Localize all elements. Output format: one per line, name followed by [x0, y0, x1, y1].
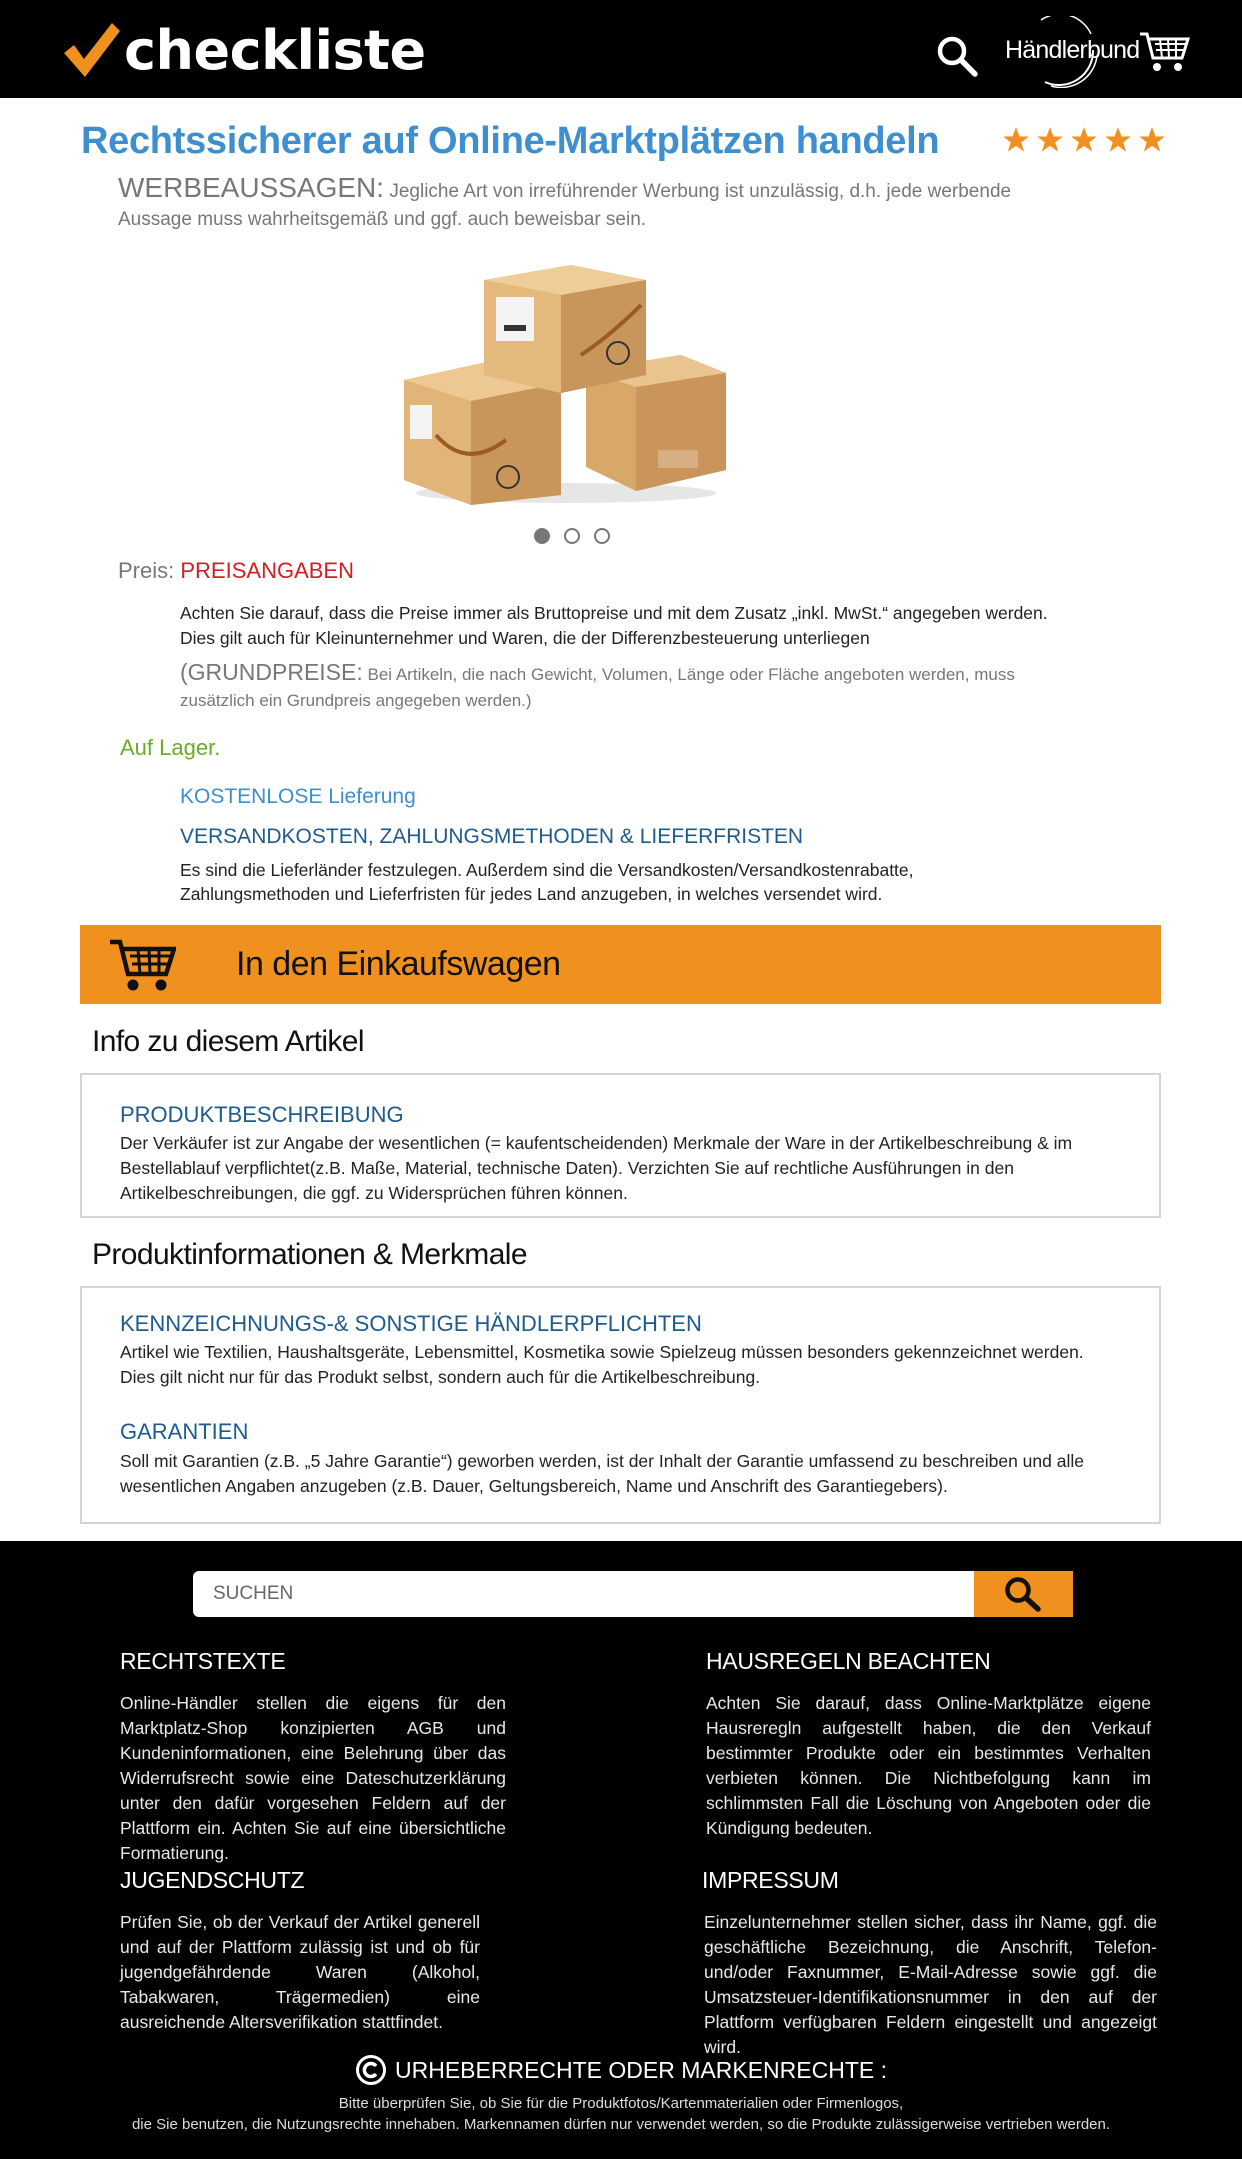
- price-line: [118, 558, 354, 584]
- jugendschutz-text: Prüfen Sie, ob der Verkauf der Artikel generell und auf der Plattform zulässig ist und ob für jugendgefährdende Waren (Alkohol, Tabakwaren, Trägermedien) eine ausreichende Altersverifikation stattfindet.: [120, 1912, 480, 2032]
- star-icon: [1104, 126, 1132, 154]
- carousel-dot[interactable]: [534, 528, 550, 544]
- star-icon: [1036, 126, 1064, 154]
- kennzeichnung-heading: KENNZEICHNUNGS-& SONSTIGE HÄNDLERPFLICHTEN: [120, 1311, 702, 1336]
- page-title: Rechtssicherer auf Online-Marktplätzen handeln: [81, 120, 940, 162]
- search-button[interactable]: [974, 1571, 1073, 1617]
- grundpreis-heading: (GRUNDPREISE:: [180, 659, 363, 685]
- info-text: Der Verkäufer ist zur Angabe der wesentlichen (= kaufentscheidenden) Merkmale der Ware in der Artikelbeschreibung & im Bestellablauf verpflichtet(z.B. Maße, Material, technische Daten). Verzichten Sie auf rechtliche Ausführungen in den Artikelbeschreibungen, die ggf. zu Widersprüchen führen können.: [120, 1133, 1073, 1203]
- grundpreis-note: [180, 659, 1030, 714]
- copyright-text: [0, 2093, 1242, 2135]
- cart-icon[interactable]: [1138, 30, 1190, 74]
- info-heading: PRODUKTBESCHREIBUNG: [120, 1102, 404, 1127]
- search-icon[interactable]: [935, 34, 979, 78]
- hausregeln-heading: HAUSREGELN BEACHTEN: [706, 1648, 991, 1674]
- werbe-note: [118, 174, 1018, 234]
- price-note-line-2: Dies gilt auch für Kleinunternehmer und Waren, die der Differenzbesteuerung unterliegen: [180, 628, 870, 648]
- star-icon: [1002, 126, 1030, 154]
- info-title: Info zu diesem Artikel: [92, 1025, 364, 1058]
- copyright-line-2: die Sie benutzen, die Nutzungsrechte innehaben. Markennamen dürfen nur verwendet werden, so die Produkte zulässigerweise vertrieben werden.: [131, 2116, 1111, 2133]
- star-icon: [1070, 126, 1098, 154]
- cart-icon: [108, 936, 176, 994]
- add-to-cart-button[interactable]: [80, 925, 1161, 1004]
- rating-stars: [1002, 126, 1166, 154]
- copyright-icon: [355, 2054, 387, 2086]
- add-to-cart-label: In den Einkaufswagen: [236, 945, 561, 983]
- carousel-dot[interactable]: [564, 528, 580, 544]
- merkmale-box: [80, 1286, 1161, 1524]
- werbe-heading: WERBEAUSSAGEN:: [118, 172, 385, 203]
- price-value: PREISANGABEN: [180, 558, 354, 583]
- impressum-heading: IMPRESSUM: [702, 1867, 839, 1893]
- free-shipping[interactable]: KOSTENLOSE Lieferung: [180, 785, 416, 808]
- shipping-text: Es sind die Lieferländer festzulegen. Außerdem sind die Versandkosten/Versandkostenrabatte, Zahlungsmethoden und Lieferfristen für jedes Land anzugeben, in welches versendet wird.: [180, 860, 914, 904]
- impressum-text: Einzelunternehmer stellen sicher, dass ihr Name, ggf. die geschäftliche Bezeichnung, die Anschrift, Telefon- und/oder Faxnummer, E-Mail-Adresse sowie ggf. die Umsatzsteuer-Identifikationsnummer in den auf der Plattform verfügbaren Feldern eingestellt und angezeigt wird.: [704, 1912, 1157, 2057]
- garantien-text: Soll mit Garantien (z.B. „5 Jahre Garantie“) geworben werden, ist der Inhalt der Garantie umfassend zu beschreiben und alle wesentlichen Angaben anzugeben (z.B. Dauer, Geltungsbereich, Name und Anschrift des Garantiegebers).: [120, 1451, 1084, 1496]
- top-bar: [0, 0, 1242, 98]
- price-note: [180, 601, 1080, 651]
- logo[interactable]: [60, 18, 426, 82]
- price-label: Preis:: [118, 558, 175, 583]
- footer: [0, 1541, 1242, 2159]
- partner-logo[interactable]: [1005, 16, 1140, 88]
- werbe-text: Jegliche Art von irreführender Werbung ist unzulässig, d.h. jede werbende Aussage muss wahrheitsgemäß und ggf. auch beweisbar sein.: [118, 181, 1012, 230]
- hausregeln-text: Achten Sie darauf, dass Online-Marktplätze eigene Hausreregln aufgestellt haben, die den Verkauf bestimmter Produkte oder ein bestimmtes Verhalten verbieten können. Die Nichtbefolgung kann im schlimmsten Fall die Löschung von Angeboten oder die Kündigung bedeuten.: [706, 1693, 1151, 1838]
- carousel-dot[interactable]: [594, 528, 610, 544]
- grundpreis-text: Bei Artikeln, die nach Gewicht, Volumen, Länge oder Fläche angeboten werden, muss zusätzlich ein Grundpreis angegeben werden.): [180, 665, 1015, 710]
- merkmale-title: Produktinformationen & Merkmale: [92, 1238, 527, 1271]
- stock-status: Auf Lager.: [120, 735, 221, 760]
- jugendschutz-heading: JUGENDSCHUTZ: [120, 1867, 305, 1893]
- copyright-line-1: Bitte überprüfen Sie, ob Sie für die Produktfotos/Kartenmaterialien oder Firmenlogos,: [338, 2095, 904, 2112]
- star-icon: [1138, 126, 1166, 154]
- kennzeichnung-text: Artikel wie Textilien, Haushaltsgeräte, Lebensmittel, Kosmetika sowie Spielzeug müssen besonders gekennzeichnet werden. Dies gilt nicht nur für das Produkt selbst, sondern auch für die Artikelbeschreibung.: [120, 1342, 1084, 1387]
- checkmark-icon: [60, 19, 122, 81]
- price-note-line-1: Achten Sie darauf, dass die Preise immer als Bruttopreise und mit dem Zusatz „inkl. MwSt.“ angegeben werden.: [180, 603, 1048, 623]
- search-icon: [1002, 1575, 1046, 1613]
- shipping-heading: VERSANDKOSTEN, ZAHLUNGSMETHODEN & LIEFERFRISTEN: [180, 825, 804, 848]
- product-image[interactable]: [396, 255, 736, 505]
- info-box: [80, 1073, 1161, 1218]
- rechtstexte-text: Online-Händler stellen die eigens für den Marktplatz-Shop konzipierten AGB und Kundeninformationen, eine Belehrung über das Widerrufsrecht sowie eine Dateschutzerklärung unter den dafür vorgesehen Feldern auf der Plattform ein. Achten Sie auf eine übersichtliche Formatierung.: [120, 1693, 506, 1863]
- garantien-heading: GARANTIEN: [120, 1419, 249, 1444]
- search-input[interactable]: [193, 1571, 973, 1617]
- logo-text: checkliste: [124, 18, 426, 82]
- partner-name: Händlerbund: [1005, 36, 1140, 64]
- copyright-heading-row: [0, 2054, 1242, 2086]
- search-bar: [193, 1571, 1073, 1617]
- carousel-dots: [534, 528, 610, 544]
- rechtstexte-heading: RECHTSTEXTE: [120, 1648, 286, 1674]
- copyright-heading: URHEBERRECHTE ODER MARKENRECHTE :: [395, 2056, 887, 2083]
